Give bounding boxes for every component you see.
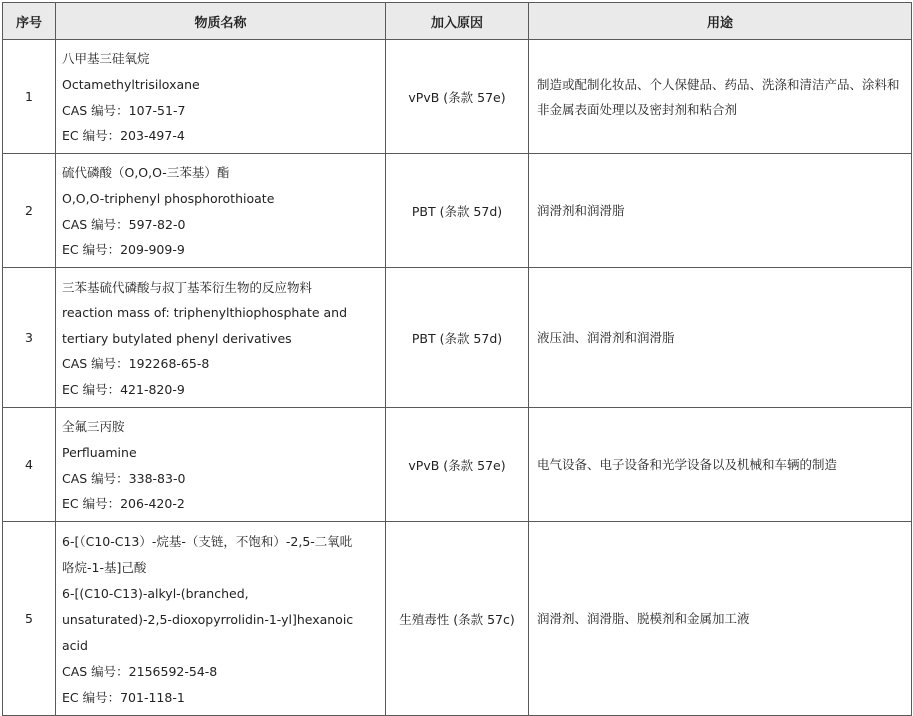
cas-number: CAS 编号：2156592-54-8 <box>62 663 218 679</box>
row-number: 1 <box>3 40 56 154</box>
table-row <box>3 40 912 154</box>
substance-name-en: acid <box>62 637 88 653</box>
substance-name-cell <box>56 522 386 716</box>
row-number: 2 <box>3 154 56 268</box>
use-cell: 制造或配制化妆品、个人保健品、药品、洗涤和清洁产品、涂料和非金属表面处理以及密封剂和粘合剂 <box>529 40 912 154</box>
ec-number: EC 编号：203-497-4 <box>62 128 185 144</box>
table-row <box>3 154 912 268</box>
substance-name-cell <box>56 268 386 408</box>
header-name: 物质名称 <box>56 3 386 40</box>
reason-cell: vPvB (条款 57e) <box>386 408 529 522</box>
substance-name-cn: 硫代磷酸（O,O,O-三苯基）酯 <box>62 165 230 181</box>
cas-number: CAS 编号：597-82-0 <box>62 216 186 232</box>
header-no: 序号 <box>3 3 56 40</box>
table-row <box>3 408 912 522</box>
header-row <box>3 3 912 40</box>
table-row <box>3 522 912 716</box>
substance-name-cell <box>56 40 386 154</box>
use-cell: 润滑剂、润滑脂、脱模剂和金属加工液 <box>529 522 912 716</box>
row-number: 5 <box>3 522 56 716</box>
use-cell: 液压油、润滑剂和润滑脂 <box>529 268 912 408</box>
header-use: 用途 <box>529 3 912 40</box>
reason-cell: vPvB (条款 57e) <box>386 40 529 154</box>
row-number: 3 <box>3 268 56 408</box>
reason-cell: PBT (条款 57d) <box>386 268 529 408</box>
substance-name-cell <box>56 408 386 522</box>
ec-number: EC 编号：701-118-1 <box>62 689 185 705</box>
substance-name-en: Octamethyltrisiloxane <box>62 76 200 92</box>
ec-number: EC 编号：209-909-9 <box>62 242 185 258</box>
cas-number: CAS 编号：192268-65-8 <box>62 356 210 372</box>
substance-name-cell <box>56 154 386 268</box>
row-number: 4 <box>3 408 56 522</box>
substance-name-en: tertiary butylated phenyl derivatives <box>62 330 292 346</box>
reason-cell: 生殖毒性 (条款 57c) <box>386 522 529 716</box>
substance-name-cn: 全氟三丙胺 <box>62 419 125 435</box>
header-reason: 加入原因 <box>386 3 529 40</box>
table-row <box>3 268 912 408</box>
cas-number: CAS 编号：338-83-0 <box>62 470 186 486</box>
substance-name-en: reaction mass of: triphenylthiophosphate and <box>62 305 348 321</box>
substance-name-cn: 咯烷-1-基]己酸 <box>62 559 147 575</box>
substance-name-cn: 6-[（C10-C13）-烷基-（支链，不饱和）-2,5-二氧吡 <box>62 533 353 549</box>
use-cell: 润滑剂和润滑脂 <box>529 154 912 268</box>
substance-name-cn: 八甲基三硅氧烷 <box>62 51 150 67</box>
substance-name-en: unsaturated)-2,5-dioxopyrrolidin-1-yl]hexanoic <box>62 611 354 627</box>
substance-name-en: Perfluamine <box>62 444 137 460</box>
cas-number: CAS 编号：107-51-7 <box>62 102 186 118</box>
ec-number: EC 编号：206-420-2 <box>62 496 185 512</box>
ec-number: EC 编号：421-820-9 <box>62 381 185 397</box>
substance-name-en: 6-[(C10-C13)-alkyl-(branched, <box>62 585 249 601</box>
substance-table <box>2 2 912 716</box>
use-cell: 电气设备、电子设备和光学设备以及机械和车辆的制造 <box>529 408 912 522</box>
reason-cell: PBT (条款 57d) <box>386 154 529 268</box>
substance-name-cn: 三苯基硫代磷酸与叔丁基苯衍生物的反应物料 <box>62 279 313 295</box>
substance-name-en: O,O,O-triphenyl phosphorothioate <box>62 190 275 206</box>
